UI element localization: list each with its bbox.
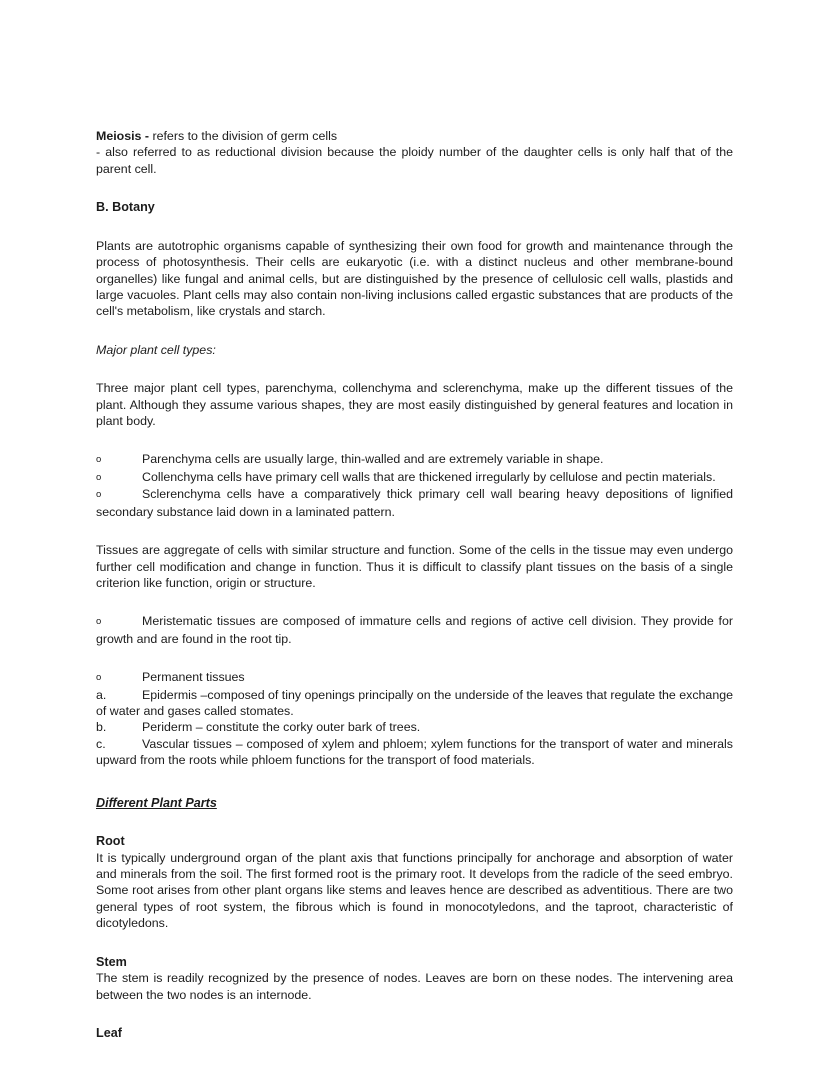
list-item-text: Meristematic tissues are composed of immature cells and regions of active cell division. They provide for growth and are found in the root tip. xyxy=(96,614,733,646)
list-item-permanent-tissues-header xyxy=(96,669,733,686)
spacer xyxy=(96,591,733,613)
list-item xyxy=(96,486,733,520)
heading-different-plant-parts xyxy=(96,795,733,811)
spacer xyxy=(96,769,733,795)
bullet-icon: o xyxy=(96,489,102,501)
list-marker-a: a. xyxy=(96,687,107,702)
paragraph-root: It is typically underground organ of the plant axis that functions principally for anchorage and absorption of water and minerals from the soil. The first formed root is the primary root. It develops from the radicle of the seed embryo. Some root arises from other plant organs like stems and leaves hence are described as adventitious. There are two general types of root system, the fibrous which is found in monocotyledons, and the taproot, characteristic of dicotyledons. xyxy=(96,850,733,931)
spacer xyxy=(96,647,733,669)
meiosis-lead-rest: refers to the division of germ cells xyxy=(149,129,338,143)
list-item xyxy=(96,719,733,735)
list-item-text: Vascular tissues – composed of xylem and phloem; xylem functions for the transport of water and minerals upward from the roots while phloem functions for the transport of food materials. xyxy=(96,736,733,768)
meiosis-block xyxy=(96,128,733,177)
heading-leaf: Leaf xyxy=(96,1026,122,1040)
document-content xyxy=(96,128,733,1042)
spacer xyxy=(96,932,733,954)
list-marker-b: b. xyxy=(96,720,107,735)
meiosis-body: - also referred to as reductional division because the ploidy number of the daughter cells is only half that of the parent cell. xyxy=(96,145,733,176)
spacer xyxy=(96,320,733,342)
spacer xyxy=(96,358,733,380)
heading-text: Different Plant Parts xyxy=(96,795,217,810)
spacer xyxy=(96,177,733,199)
list-item xyxy=(96,451,733,468)
paragraph-tissues-aggregate: Tissues are aggregate of cells with similar structure and function. Some of the cells in the tissue may even undergo further cell modification and change in function. Thus it is difficult to classify plant tissues on the basis of a single criterion like function, origin or structure. xyxy=(96,543,733,590)
heading-botany: B. Botany xyxy=(96,200,155,215)
paragraph-three-major-types: Three major plant cell types, parenchyma, collenchyma and sclerenchyma, make up the different tissues of the plant. Although they assume various shapes, they are most easily distinguished by general features and location in plant body. xyxy=(96,381,733,429)
list-item-meristematic xyxy=(96,613,733,647)
list-item-text: Permanent tissues xyxy=(142,670,245,685)
spacer xyxy=(96,1003,733,1025)
bullet-icon: o xyxy=(96,471,102,483)
heading-stem: Stem xyxy=(96,954,127,969)
spacer xyxy=(96,429,733,451)
list-item-text: Sclerenchyma cells have a comparatively thick primary cell wall bearing heavy depositions of lignified secondary substance laid down in a laminated pattern. xyxy=(96,487,733,519)
list-item xyxy=(96,736,733,769)
paragraph-stem: The stem is readily recognized by the presence of nodes. Leaves are born on these nodes. The intervening area between the two nodes is an internode. xyxy=(96,971,733,1002)
spacer xyxy=(96,811,733,833)
list-item-text: Periderm – constitute the corky outer bark of trees. xyxy=(142,720,421,735)
spacer xyxy=(96,216,733,238)
heading-major-cell-types: Major plant cell types: xyxy=(96,342,216,357)
spacer xyxy=(96,520,733,542)
list-item-text: Epidermis –composed of tiny openings principally on the underside of the leaves that regulate the exchange of water and gases called stomates. xyxy=(96,687,733,718)
list-item-text: Parenchyma cells are usually large, thin-walled and are extremely variable in shape. xyxy=(142,452,604,467)
list-item-text: Collenchyma cells have primary cell walls that are thickened irregularly by cellulose and pectin materials. xyxy=(142,469,716,484)
list-item xyxy=(96,469,733,486)
meiosis-label: Meiosis - xyxy=(96,129,150,143)
list-marker-c: c. xyxy=(96,736,106,751)
bullet-icon: o xyxy=(96,672,102,684)
bullet-icon: o xyxy=(96,454,102,466)
bullet-icon: o xyxy=(96,616,102,628)
heading-root: Root xyxy=(96,833,125,848)
paragraph-plants-intro: Plants are autotrophic organisms capable of synthesizing their own food for growth and maintenance through the process of photosynthesis. Their cells are eukaryotic (i.e. with a distinct nucleus and other membrane-bound organelles) like fungal and animal cells, but are distinguished by the presence of cellulosic cell walls, plastids and large vacuoles. Plant cells may also contain non-living inclusions called ergastic substances that are products of the cell's metabolism, like crystals and starch. xyxy=(96,238,733,319)
list-item xyxy=(96,687,733,720)
